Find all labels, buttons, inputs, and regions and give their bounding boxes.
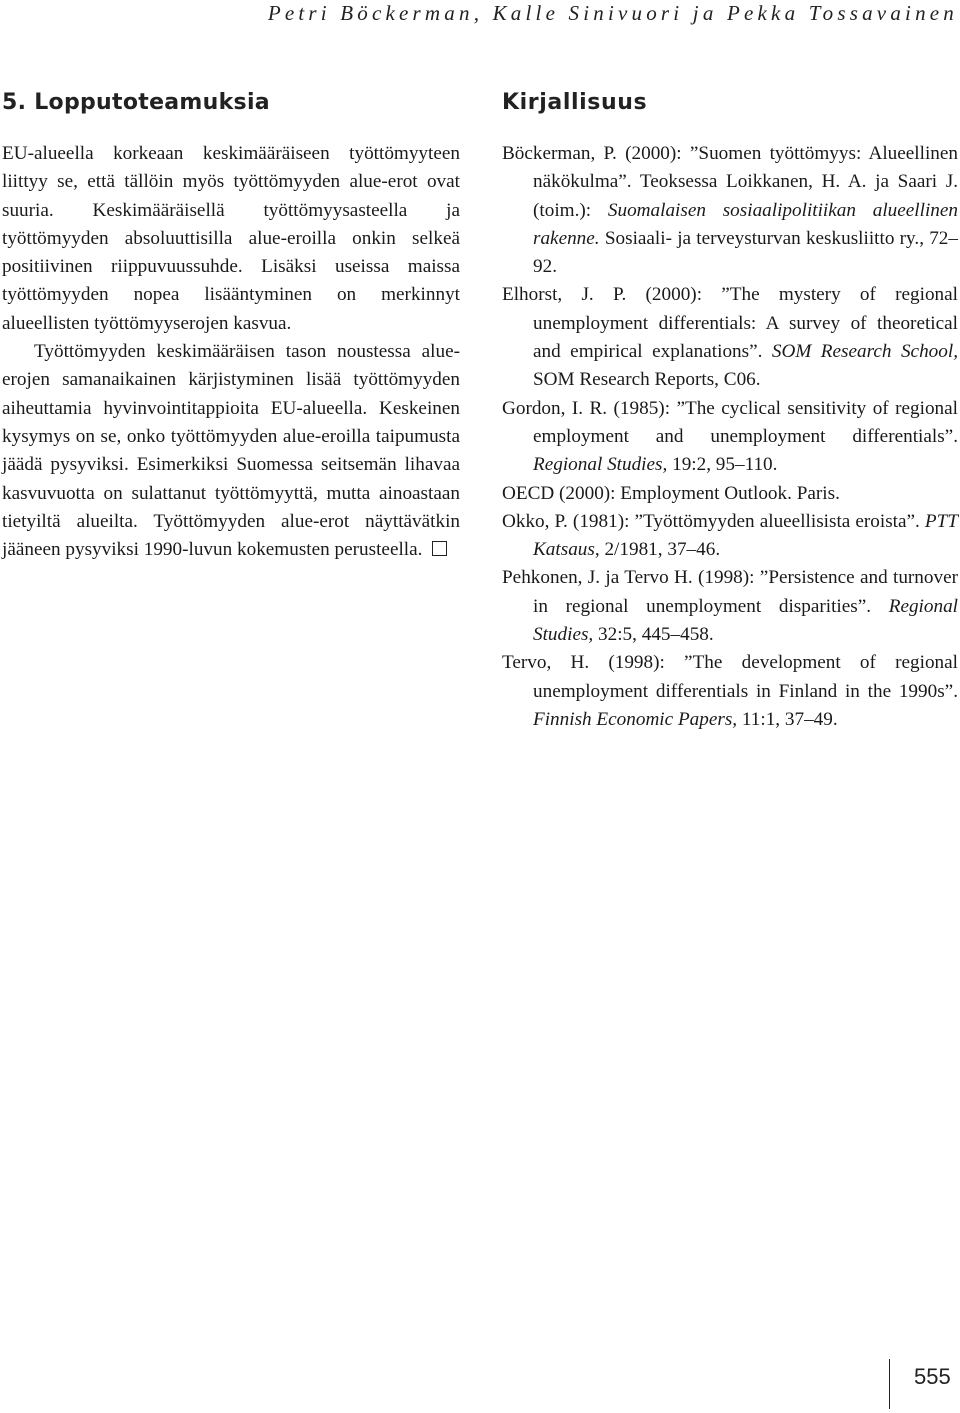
- reference-item: [502, 395, 958, 480]
- reference-text: OECD (2000): Employment Outlook. Paris.: [502, 482, 840, 504]
- reference-item: [502, 480, 958, 508]
- body-paragraph: [2, 338, 460, 564]
- paragraph-text: EU-alueella korkeaan keskimääräiseen työttömyyteen liittyy se, että tällöin myös työttömyyden alue-erot ovat suuria. Keskimääräisellä työttömyysasteella ja työttömyyden absoluuttisilla alue-eroilla onkin selkeä positiivinen riippuvuussuhde. Lisäksi useissa maissa työttömyyden nopea lisääntyminen on merkinnyt alueellisten työttömyyserojen kasvua.: [2, 143, 460, 334]
- body-paragraph: [2, 140, 460, 338]
- page-number: 555: [914, 1364, 951, 1389]
- reference-details: , 2/1981, 37–46.: [594, 539, 721, 561]
- reference-details: 32:5, 445–458.: [593, 624, 714, 646]
- reference-text: Elhorst, J. P. (2000): ”The mystery of regional unemployment differentials: A survey of theoretical and empirical explanations”.: [502, 284, 958, 363]
- reference-item: [502, 649, 958, 734]
- reference-text: Tervo, H. (1998): ”The development of regional unemployment differentials in Finland in the 1990s”.: [502, 652, 958, 702]
- reference-text: Gordon, I. R. (1985): ”The cyclical sensitivity of regional employment and unemployment differentials”.: [502, 397, 958, 447]
- reference-list: [502, 140, 958, 734]
- reference-details: Sosiaali- ja terveysturvan keskusliitto ry., 72–92.: [533, 227, 958, 278]
- reference-item: [502, 281, 958, 394]
- reference-item: [502, 564, 958, 649]
- reference-details: SOM Research Reports, C06.: [533, 369, 761, 391]
- end-of-article-square-icon: [432, 541, 447, 556]
- reference-source-title: Regional Studies,: [533, 454, 668, 476]
- references-heading: Kirjallisuus: [502, 90, 648, 115]
- reference-source-title: Finnish Economic Papers,: [533, 708, 738, 730]
- reference-source-title: PTT Katsaus: [533, 510, 958, 561]
- reference-item: [502, 508, 958, 565]
- reference-source-title: Regional Studies,: [533, 595, 958, 646]
- left-column: [2, 80, 460, 564]
- section-heading: 5. Lopputoteamuksia: [2, 90, 270, 115]
- reference-text: Pehkonen, J. ja Tervo H. (1998): ”Persistence and turnover in regional unemployment disparities”.: [502, 567, 958, 617]
- running-head: Petri Böckerman, Kalle Sinivuori ja Pekka Tossavainen: [267, 1, 958, 25]
- paragraph-text: Työttömyyden keskimääräisen tason noustessa alue-erojen samanaikainen kärjistyminen lisää työttömyyden aiheuttamia hyvinvointitappioita EU-alueella. Keskeinen kysymys on se, onko työttömyyden alue-eroilla taipumusta jäädä pysyviksi. Esimerkiksi Suomessa seitsemän lihavaa kasvuvuotta on sulattanut työttömyyttä, mutta ainoastaan tietyiltä alueilta. Työttömyyden alue-erot näyttävätkin jääneen pysyviksi 1990-luvun kokemusten perusteella.: [2, 341, 460, 561]
- reference-details: 19:2, 95–110.: [667, 454, 778, 476]
- reference-text: Böckerman, P. (2000): ”Suomen työttömyys: Alueellinen näkökulma”. Teoksessa Loikkanen, H. A. ja Saari J. (toim.):: [502, 143, 958, 221]
- reference-text: Okko, P. (1981): ”Työttömyyden alueellisista eroista”.: [502, 510, 925, 532]
- page-number-rule: [889, 1359, 890, 1409]
- reference-item: [502, 140, 958, 281]
- reference-source-title: Suomalaisen sosiaalipolitiikan alueellinen rakenne.: [533, 199, 958, 249]
- reference-source-title: SOM Research School,: [771, 341, 958, 363]
- reference-details: 11:1, 37–49.: [737, 708, 838, 730]
- right-column: [502, 80, 958, 734]
